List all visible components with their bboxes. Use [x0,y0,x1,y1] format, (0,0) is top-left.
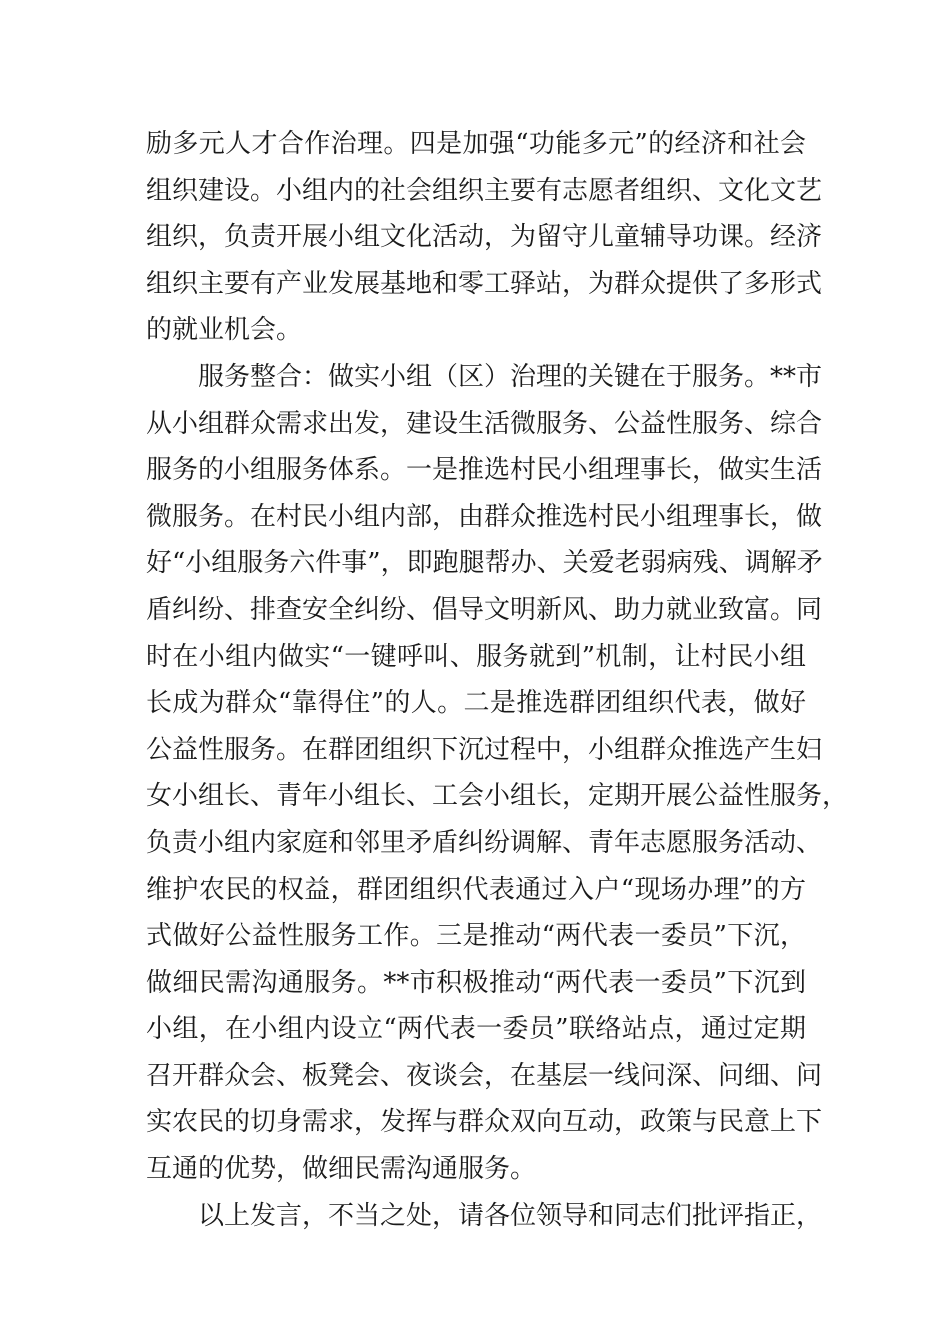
text-line: 从小组群众需求出发，建设生活微服务、公益性服务、综合 [146,408,823,439]
text-line: 公益性服务。在群团组织下沉过程中，小组群众推选产生妇 [146,734,823,765]
text-line: 负责小组内家庭和邻里矛盾纠纷调解、青年志愿服务活动、 [146,827,823,858]
text-line: 组织主要有产业发展基地和零工驿站，为群众提供了多形式 [146,268,823,299]
text-line: 互通的优势，做细民需沟通服务。 [146,1154,537,1185]
text-line: 实农民的切身需求，发挥与群众双向互动，政策与民意上下 [146,1107,823,1138]
text-line: 服务整合：做实小组（区）治理的关键在于服务。**市 [198,361,823,392]
text-line: 长成为群众“靠得住”的人。二是推选群团组织代表，做好 [146,688,806,719]
text-line: 做细民需沟通服务。**市积极推动“两代表一委员”下沉到 [146,967,806,998]
text-line: 以上发言，不当之处，请各位领导和同志们批评指正， [198,1200,823,1231]
text-line: 召开群众会、板凳会、夜谈会，在基层一线问深、问细、问 [146,1060,823,1091]
text-line: 的就业机会。 [146,315,303,346]
text-line: 小组，在小组内设立“两代表一委员”联络站点，通过定期 [146,1014,806,1045]
text-line: 时在小组内做实“一键呼叫、服务就到”机制，让村民小组 [146,641,806,672]
text-line: 服务的小组服务体系。一是推选村民小组理事长，做实生活 [146,455,823,486]
text-line: 维护农民的权益，群团组织代表通过入户“现场办理”的方 [146,874,806,905]
text-line: 微服务。在村民小组内部，由群众推选村民小组理事长，做 [146,501,823,532]
body-text [146,121,849,1239]
text-line: 式做好公益性服务工作。三是推动“两代表一委员”下沉， [146,921,806,952]
text-line: 盾纠纷、排查安全纠纷、倡导文明新风、助力就业致富。同 [146,594,823,625]
text-line: 好“小组服务六件事”，即跑腿帮办、关爱老弱病残、调解矛 [146,548,823,579]
text-line: 女小组长、青年小组长、工会小组长，定期开展公益性服务， [146,781,849,812]
text-line: 组织建设。小组内的社会组织主要有志愿者组织、文化文艺 [146,175,823,206]
text-line: 励多元人才合作治理。四是加强“功能多元”的经济和社会 [146,129,806,159]
text-line: 组织，负责开展小组文化活动，为留守儿童辅导功课。经济 [146,222,823,253]
